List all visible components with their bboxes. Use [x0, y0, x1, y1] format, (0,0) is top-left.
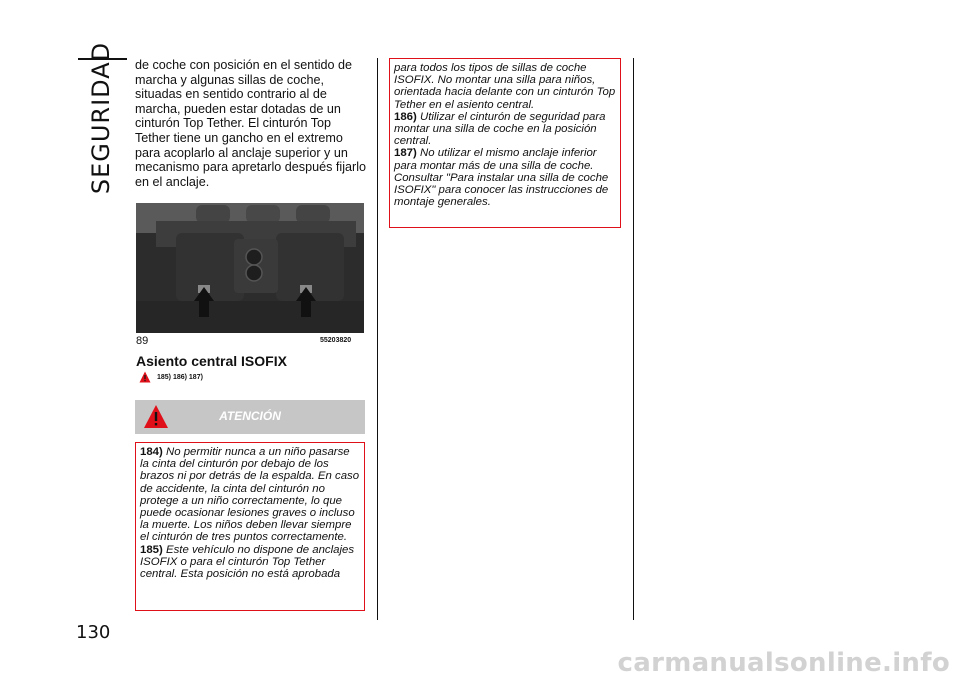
- atencion-label: ATENCIÓN: [219, 409, 281, 423]
- atencion-header: [135, 400, 365, 434]
- note-185-continued: [394, 62, 616, 111]
- note-text: Utilizar el cinturón de seguridad para montar una silla de coche en la posición central.: [394, 110, 606, 148]
- note-text: No permitir nunca a un niño pasarse la cinta del cinturón por debajo de los brazos ni por detrás de la espalda. En caso de accidente, la cinta del cinturón no protege a un niño correctamente, lo que puede ocasionar lesiones graves o incluso la muerte. Los niños deben llevar siempre el cinturón de tres puntos correctamente.: [140, 446, 360, 544]
- note-185: [140, 544, 360, 581]
- note-number: 185): [140, 543, 163, 556]
- note-184: [140, 446, 360, 544]
- warning-triangle-icon: [139, 371, 151, 383]
- note-number: 186): [394, 110, 417, 123]
- note-text: Este vehículo no dispone de anclajes ISOFIX o para el cinturón Top Tether central. Esta posición no está aprobada: [140, 543, 355, 581]
- warning-notes-box-1: [135, 442, 365, 611]
- section-title: [83, 41, 119, 195]
- column-divider: [377, 58, 378, 620]
- note-text: para todos los tipos de sillas de coche ISOFIX. No montar una silla para niños, orientada hacia delante con un cinturón Top Tether en el asiento central.: [394, 62, 616, 111]
- warning-notes-box-2: [389, 58, 621, 228]
- note-text: No utilizar el mismo anclaje inferior para montar más de una silla de coche. Consultar "Para instalar una silla de coche ISOFIX" para conocer las instrucciones de montaje generales.: [394, 147, 609, 209]
- watermark: carmanualsonline.info: [617, 648, 950, 678]
- warning-refs-text: 185) 186) 187): [157, 373, 203, 381]
- body-paragraph: de coche con posición en el sentido de marcha y algunas sillas de coche, situadas en sentido contrario al de marcha, pueden estar dotadas de un cinturón Top Tether. El cinturón Top Tether tiene un gancho en el extremo para acoplarlo al anclaje superior y un mecanismo para apretarlo después fijarlo en el anclaje.: [135, 58, 367, 189]
- rear-seat-illustration: [136, 203, 364, 333]
- figure-code: 55203820: [320, 337, 352, 344]
- page-number: 130: [76, 622, 111, 643]
- note-187: [394, 147, 616, 208]
- warning-references: [139, 371, 203, 383]
- note-number: 187): [394, 147, 417, 160]
- figure-number: 89: [136, 335, 149, 347]
- section-title-text: SEGURIDAD: [87, 41, 115, 195]
- note-number: 184): [140, 446, 163, 458]
- section-heading: Asiento central ISOFIX: [136, 353, 287, 369]
- figure-rear-seat-isofix: [136, 203, 364, 333]
- column-divider: [633, 58, 634, 620]
- note-186: [394, 111, 616, 148]
- column-1: [135, 58, 367, 189]
